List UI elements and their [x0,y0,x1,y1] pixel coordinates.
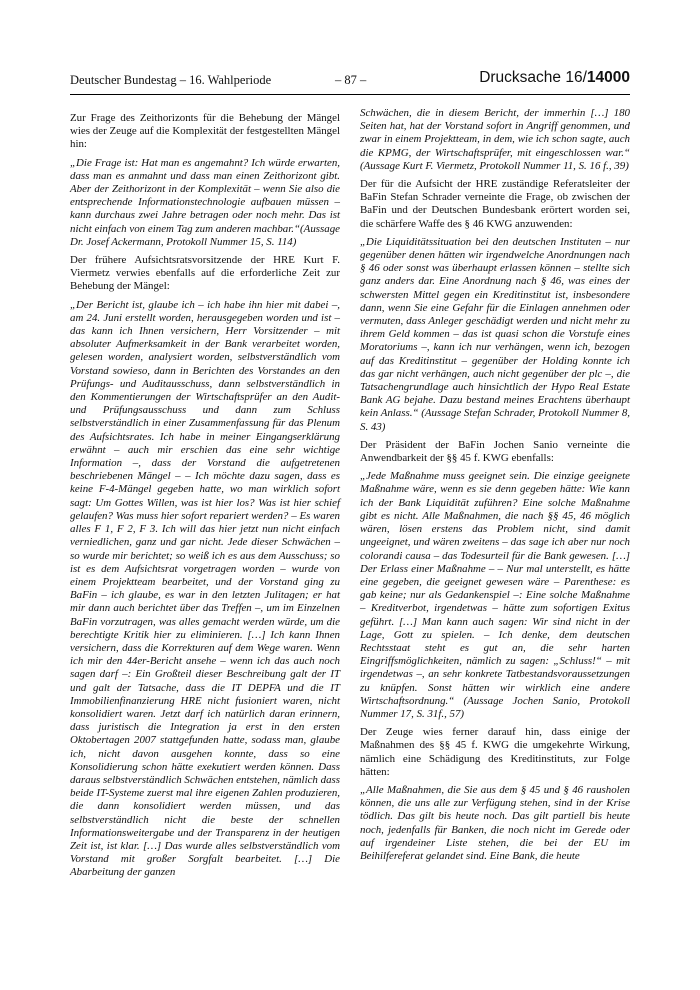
doc-label: Drucksache 16/ [479,69,587,86]
quote-paragraph: „Der Bericht ist, glaube ich – ich habe ihn hier mit dabei –, am 24. Juni erstellt worden, herausgegeben worden und ist – das kann ich Ihnen versichern, Herr Vorsitzender – mit absoluter Aufmerksamkeit in der Bank verarbeitet worden, gelesen worden, analysiert worden, selbstverständlich vom Vorstand sowieso, dann in Berichten des Vorstandes an den Prüfungs- und Auditausschuss, dann selbstverständlich in den Kommentierungen der Wirtschaftsprüfer an den Audit- und Prüfungsausschuss und dann zum Schluss selbstverständlich in einer Zusammenfassung für das Plenum des Aufsichtsrates. Ich habe in meiner Eingangserklärung erwähnt – auch mir erschien das eine sehr wichtige Information –, dass der Vorstand die aufgetretenen beschriebenen Mängel – – Ich möchte dazu sagen, dass es keine F-4-Mängel gegeben hatte, wo man wirklich sofort sagt: Um Gottes Willen, was ist hier los? Was ist hier schief gelaufen? Was muss hier sofort repariert werden? – Es waren alles F 1, F 2, F 3. Ich will das hier jetzt nun nicht einfach verniedlichen, ganz und gar nicht. Jede dieser Schwächen – so wurde mir berichtet; so weiß ich es aus dem Ausschuss; so ist es dem Aufsichtsrat vorgetragen worden – wurde von einem Projektteam bearbeitet, und der Vorstand ging zu BaFin – ich glaube, es war in den letzten Julitagen; er hat mir dann auch berichtet über das Treffen –, um im Einzelnen BaFin vorzutragen, was alles gemacht werden würde, um die berechtigte Kritik hier zu eliminieren. […] Ich kann Ihnen versichern, dass die Korrekturen auf dem Wege waren. Wenn ich mir den 44er-Bericht ansehe – wenn ich das auch noch sagen darf –: Ein Großteil dieser Beschreibung galt der IT und galt der Tatsache, dass die IT DEPFA und die IT Immobilienfinanzierung HRE nicht fusioniert waren, nicht konsolidiert waren. Jetzt darf ich natürlich daran erinnern, dass juristisch die Integration ja erst in den ersten Oktobertagen 2007 stattgefunden hatte, sodass man, glaube ich, nicht davon ausgehen konnte, dass so eine Konsolidierung schon hätte exekutiert werden können. Dass daraus selbstverständlich Schwächen entstehen, nämlich dass beide IT-Systeme zuerst mal ihre eigenen Zahlen produzieren, die dann konsolidiert werden müssen, und das selbstverständlich nicht die beste der schnellen Informationsweitergabe und der Transparenz in der heutigen Zeit ist, ist klar. […] Das wurde alles selbstverständlich vom Vorstand mit großer Sorgfalt bearbeitet. […] Die Abarbeitung der ganzen [70,298,340,879]
paragraph: Der Präsident der BaFin Jochen Sanio verneinte die Anwendbarkeit der §§ 45 f. KWG ebenfalls: [360,438,630,465]
paragraph: Der frühere Aufsichtsratsvorsitzende der HRE Kurt F. Viermetz verwies ebenfalls auf die erforderliche Zeit zur Behebung der Mängel: [70,254,340,293]
quote-paragraph: „Die Frage ist: Hat man es angemahnt? Ich würde erwarten, dass man es anmahnt und dass man einen Zeithorizont gibt. Aber der Zeithorizont in der Komplexität – wenn Sie also die entsprechende Informationstechnologie aufbauen müssen – kann durchaus zwei Jahre betragen oder noch mehr. Das ist nicht einfach von einem Tag zum anderen machbar.“(Aussage Dr. Josef Ackermann, Protokoll Nummer 15, S. 114) [70,156,340,248]
paragraph: Zur Frage des Zeithorizonts für die Behebung der Mängel wies der Zeuge auf die Komplexität der festgestellten Mängel hin: [70,112,340,151]
quote-paragraph: Schwächen, die in diesem Bericht, der immerhin […] 180 Seiten hat, hat der Vorstand sofort in Angriff genommen, und zwar in einem Projektteam, in dem, wie ich schon sagte, auch die KPMG, der Wirtschaftsprüfer, mit eingeschlossen war.“ (Aussage Kurt F. Viermetz, Protokoll Nummer 11, S. 16 f., 39) [360,107,630,172]
parliament-label: Deutscher Bundestag – 16. Wahlperiode [70,73,272,87]
paragraph: Der Zeuge wies ferner darauf hin, dass einige der Maßnahmen des §§ 45 f. KWG die umgekehrte Wirkung, nämlich eine Schädigung des Kreditinstituts, zur Folge hätten: [360,726,630,778]
quote-paragraph: „Jede Maßnahme muss geeignet sein. Die einzige geeignete Maßnahme wäre, wenn es sie denn gegeben hätte: Wie kann ich der Bank Liquidität zuführen? Eine solche Maßnahme gibt es nicht. Alle Maßnahmen, die nach §§ 45, 46 möglich wären, lösen erstens das Problem nicht, sind damit ungeeignet, und wären zweitens – das sage ich aber nur noch colorandi causa – das Todesurteil für die Bank gewesen. […] Der Erlass einer Maßnahme – – Nur mal unterstellt, es hätte eine gegeben, die geeignet gewesen wäre – Parenthese: es gab keine; nur als Gedankenspiel –: Eine solche Maßnahme – Kreditverbot, irgendetwas – hätte zum sofortigen Exitus geführt. […] Man kann auch sagen: Wir sind nicht in der Lage, Gott zu spielen. – Ich denke, dem deutschen Rechtsstaat steht es gut an, die sehr harten Eingriffsmöglichkeiten, nämlich zu sagen: „Schluss!“ – mit irgendetwas –, an sehr konkrete Tatbestandsvoraussetzungen zu knüpfen. Sonst hätten wir wirklich eine andere Wirtschaftsordnung.“ (Aussage Jochen Sanio, Protokoll Nummer 17, S. 31f., 57) [360,470,630,720]
right-column [360,107,630,868]
quote-paragraph: „Die Liquiditätssituation bei den deutschen Instituten – nur gegenüber denen hätten wir irgendwelche Anordnungen nach § 46 oder sonst was überhaupt erlassen können – stellte sich ganz anders dar. Eine Anordnung nach § 46, was eines der schwersten Mittel gegen ein Kreditinstitut ist, insbesondere dann, wenn Sie eine Gefahr für die Einlagen annehmen oder vermuten, dass Anleger geschädigt werden und nicht mehr zu ihrem Geld kommen – das ist quasi schon die Vorstufe eines Moratoriums –, kann ich nur verhängen, wenn ich, bezogen auf das Kreditinstitut – gegenüber der Holding konnte ich das gar nicht verhängen, auch nicht gegenüber der plc –, die Tatsachengrundlage auch hinsichtlich der Hypo Real Estate Bank AG bejahe. Dazu bestand meines Erachtens überhaupt kein Anlass.“ (Aussage Stefan Schrader, Protokoll Nummer 8, S. 43) [360,235,630,433]
left-column [70,112,340,885]
page-number: – 87 – [335,73,367,87]
paragraph: Der für die Aufsicht der HRE zuständige Referatsleiter der BaFin Stefan Schrader verneinte die Frage, ob zwischen der BaFin und der Deutschen Bundesbank erörtert worden sei, die schärfere Waffe des § 46 KWG anzuwenden: [360,178,630,230]
doc-number: 14000 [586,69,630,86]
document-number [479,69,630,87]
header-rule [70,94,630,95]
quote-paragraph: „Alle Maßnahmen, die Sie aus dem § 45 und § 46 rausholen können, die uns alle zur Verfügung stehen, sind in der Krise tödlich. Das gilt bis heute noch. Das gilt partiell bis heute noch, jedenfalls für Banken, die noch nicht im Gerede oder auf irgendeiner Liste stehen, die bei der EU im Beihilfereferat gelandet sind. Eine Bank, die heute [360,783,630,862]
page-header [70,71,630,91]
